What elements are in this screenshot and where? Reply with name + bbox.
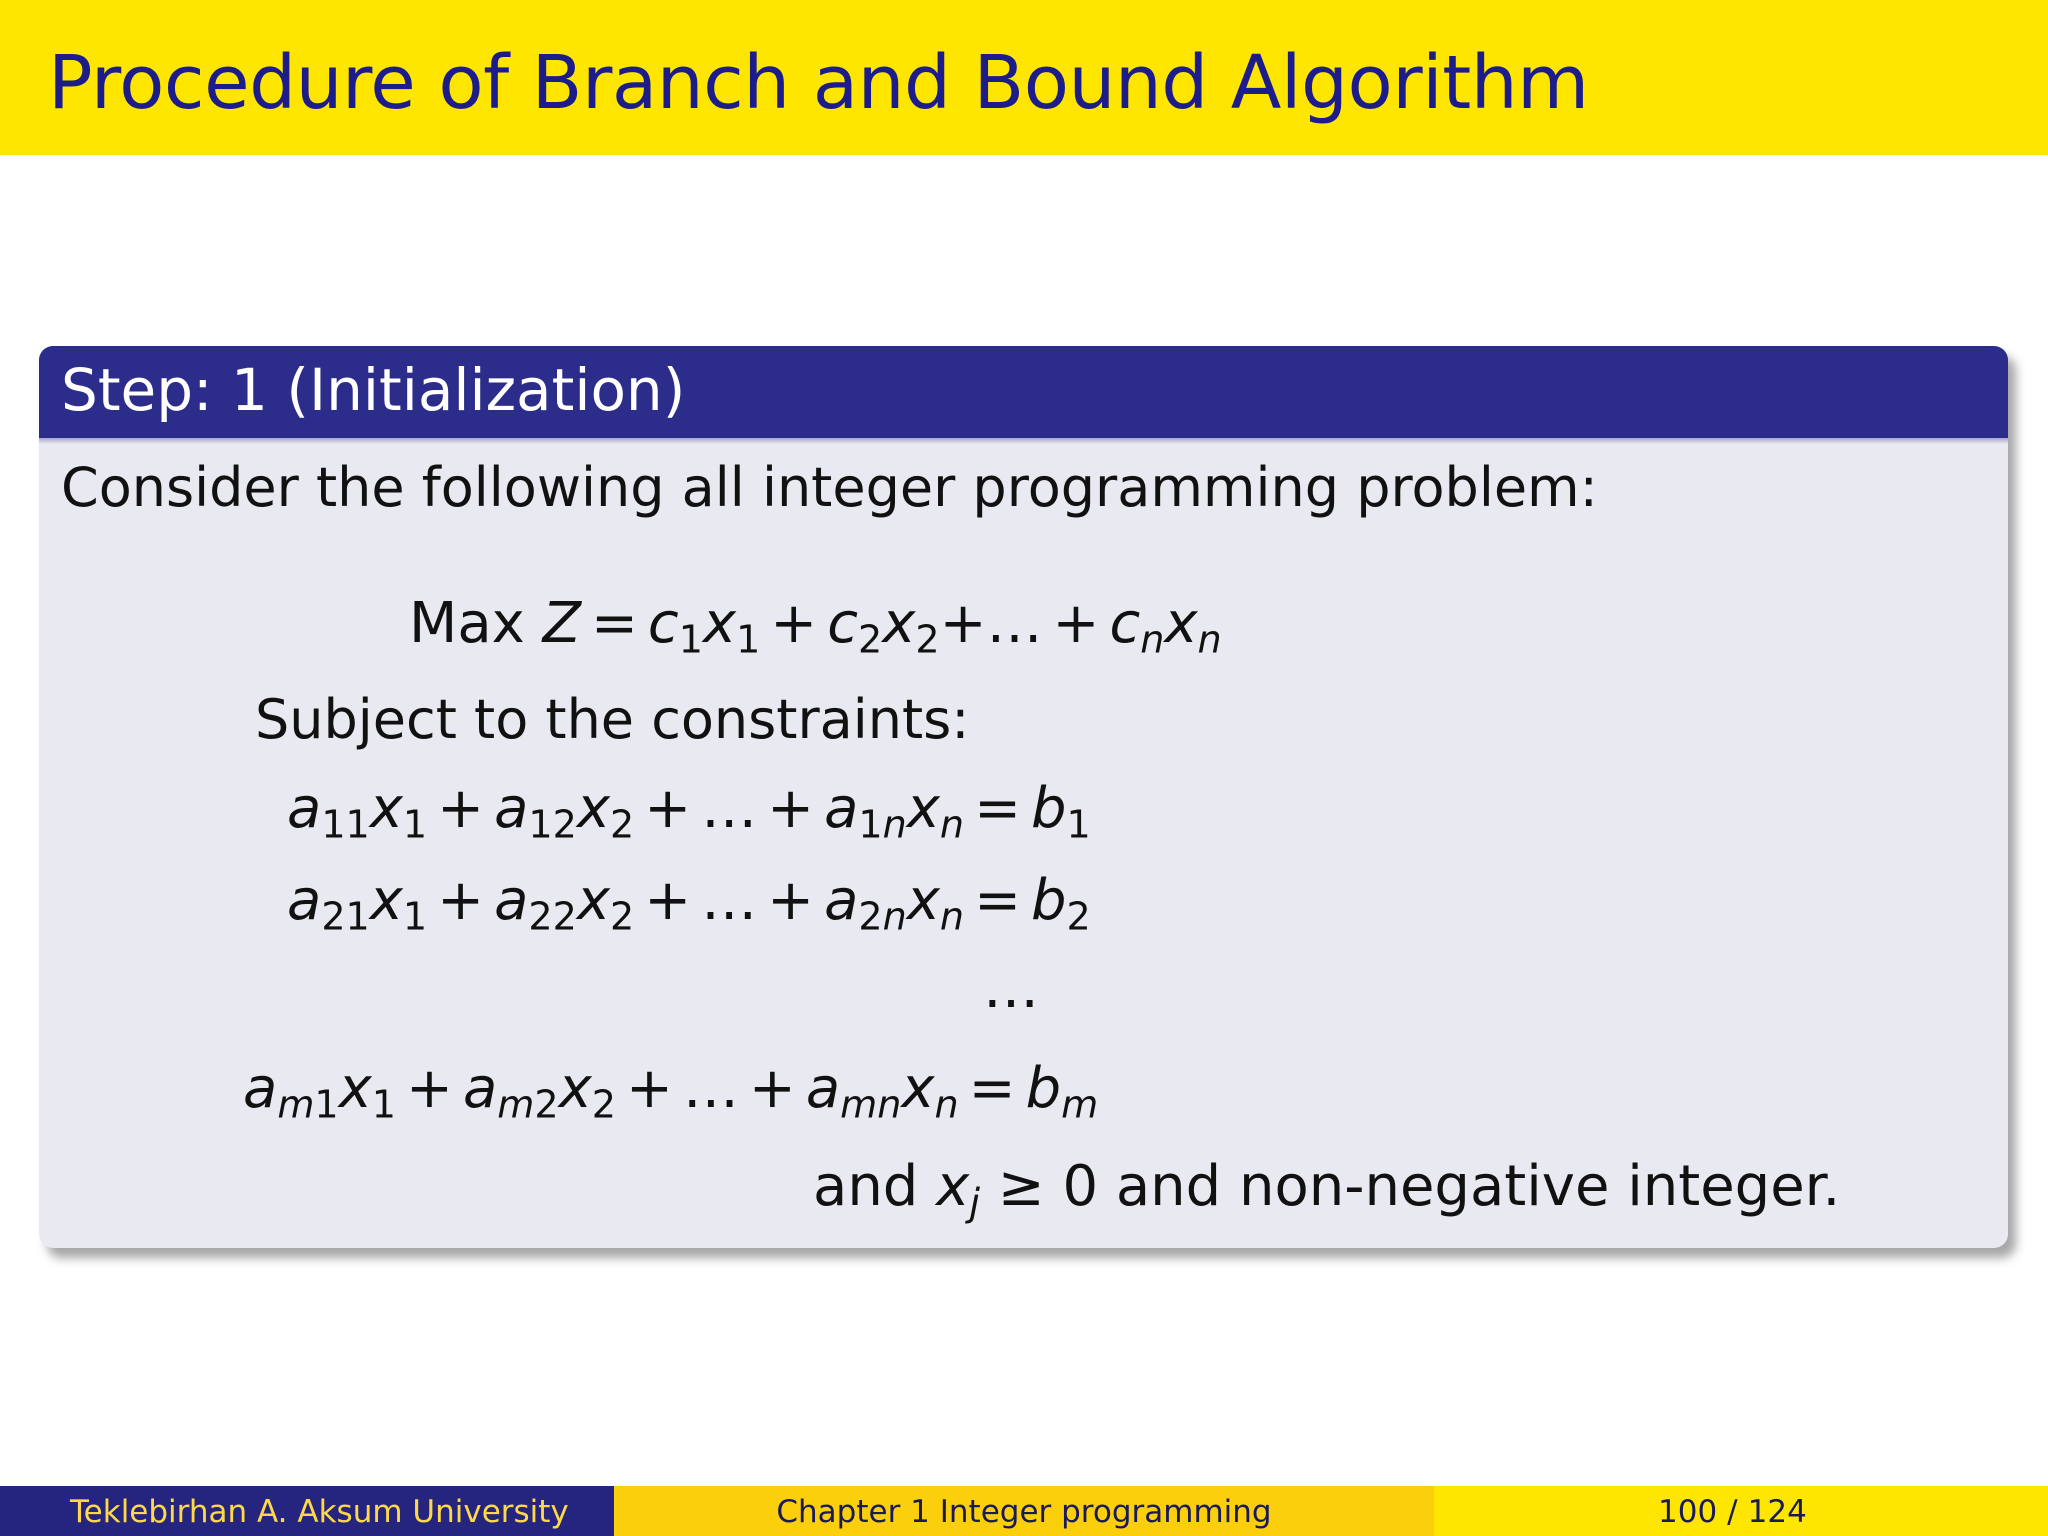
non-negativity-and: and <box>813 1154 919 1219</box>
footer-page-number <box>1658 1494 1807 1530</box>
step-block-header <box>39 346 2008 438</box>
constraint-m: $a_{m1}x_1 + a_{m2}x_2$ + … + $a_{mn}x_n = b_m$ <box>243 1056 1099 1127</box>
footer-page-section <box>1434 1486 2048 1536</box>
intro-text: Consider the following all integer programming problem: <box>61 456 1598 519</box>
slide-title-bar <box>0 0 2048 155</box>
slide-title: Procedure of Branch and Bound Algorithm <box>48 40 1589 126</box>
constraint-2: $a_{21}x_1 + a_{22}x_2$ + … + $a_{2n}x_n = b_2$ <box>287 868 1091 939</box>
footer-author-section <box>0 1486 614 1536</box>
footer-author: Teklebirhan A. Aksum University <box>70 1494 569 1530</box>
constraint-ellipsis: … <box>983 956 1039 1021</box>
non-negativity-condition: and $x_j \ge 0$ and non-negative integer. <box>813 1154 1841 1225</box>
constraint-1: $a_{11}x_1 + a_{12}x_2$ + … + $a_{1n}x_n = b_1$ <box>287 776 1091 847</box>
page-current: 100 <box>1658 1494 1718 1530</box>
footer-chapter: Chapter 1 Integer programming <box>776 1494 1272 1530</box>
objective-function: Max $Z = c_1x_1$ + $c_2x_2+\dots + c_nx_n$ <box>409 591 1222 662</box>
step-block-title: Step: 1 (Initialization) <box>61 356 686 424</box>
objective-max-label: Max <box>409 591 525 656</box>
page-separator: / <box>1727 1494 1738 1530</box>
subject-to-label: Subject to the constraints: <box>255 688 970 751</box>
slide-footer <box>0 1486 2048 1536</box>
step-block <box>39 346 2008 1248</box>
footer-chapter-section <box>614 1486 1434 1536</box>
page-total: 124 <box>1747 1494 1807 1530</box>
non-negativity-text: 0 and non-negative integer. <box>1062 1154 1841 1219</box>
